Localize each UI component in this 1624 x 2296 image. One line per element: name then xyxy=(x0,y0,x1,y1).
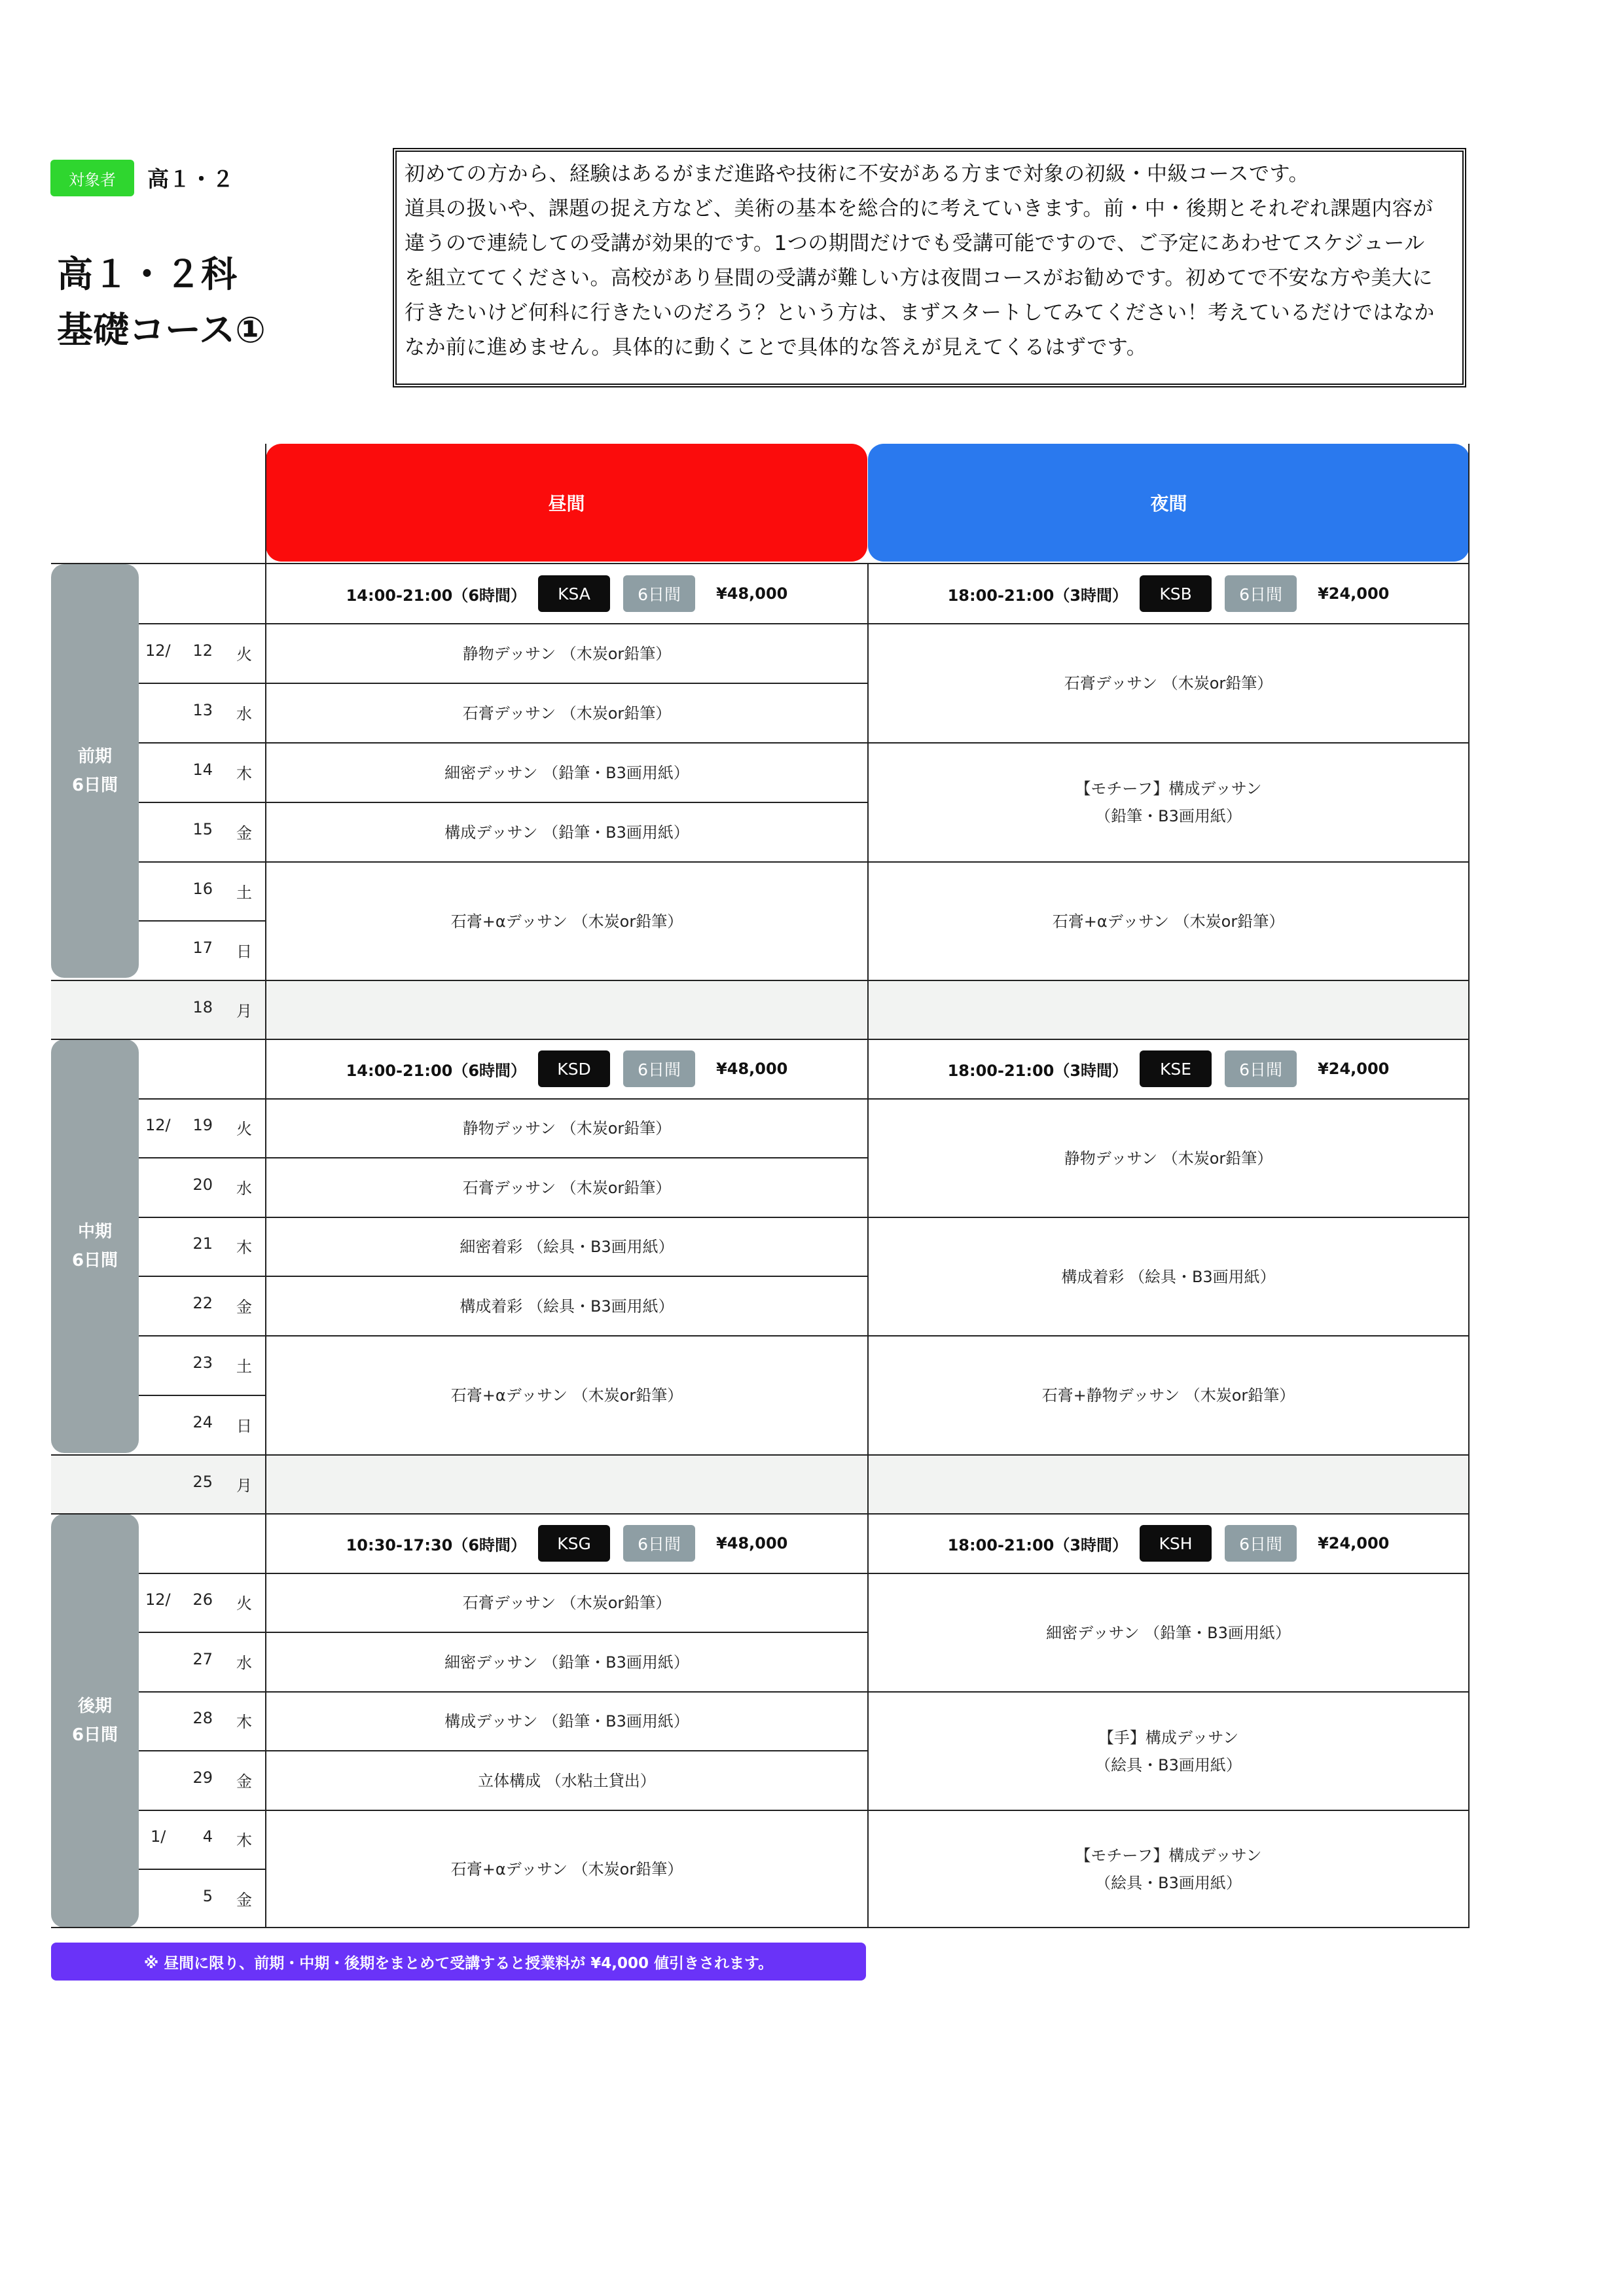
night-class-cell xyxy=(869,1336,1468,1454)
weekday: 水 xyxy=(236,1179,252,1198)
course-days: 6日間 xyxy=(1225,1050,1297,1087)
course-days: 6日間 xyxy=(623,1050,695,1087)
weekday: 金 xyxy=(236,1772,252,1791)
info-row-night xyxy=(869,1514,1468,1573)
holiday-row-shade xyxy=(51,1455,1470,1514)
target-grade: 高１・２ xyxy=(147,166,234,192)
info-row-night xyxy=(869,1039,1468,1098)
period-name: 後期 xyxy=(77,1696,112,1716)
period-duration: 6日間 xyxy=(71,776,118,795)
date-number: 12 xyxy=(192,641,213,660)
course-description-box xyxy=(393,148,1466,387)
date-number: 4 xyxy=(202,1827,213,1846)
night-class-cell xyxy=(869,1574,1468,1691)
night-class-cell xyxy=(869,1693,1468,1810)
period-label-middle xyxy=(51,1039,139,1453)
course-code: KSH xyxy=(1140,1525,1212,1562)
header-nighttime: 夜間 xyxy=(868,444,1470,562)
course-code: KSA xyxy=(538,575,610,612)
class-time: 14:00-21:00（6時間） xyxy=(346,586,527,605)
course-code: KSG xyxy=(538,1525,610,1562)
class-title: 構成着彩 （絵具・B3画用紙） xyxy=(1061,1267,1276,1286)
course-days: 6日間 xyxy=(1225,1525,1297,1562)
date-number: 22 xyxy=(192,1294,213,1312)
course-price: ¥48,000 xyxy=(716,584,788,603)
class-title: 細密デッサン （鉛筆・B3画用紙） xyxy=(1046,1623,1291,1642)
info-row-day xyxy=(266,1514,867,1573)
description-line: 行きたいけど何科に行きたいのだろう？という方は、まずスタートしてみてください！考えているだけではなか xyxy=(405,301,1435,325)
night-class-cell xyxy=(869,1100,1468,1217)
course-days: 6日間 xyxy=(623,1525,695,1562)
class-time: 18:00-21:00（3時間） xyxy=(947,1535,1128,1554)
date-number: 25 xyxy=(192,1473,213,1491)
day-class-cell: 細密着彩 （絵具・B3画用紙） xyxy=(460,1238,674,1256)
day-class-cell: 構成着彩 （絵具・B3画用紙） xyxy=(460,1297,674,1316)
night-class-cell xyxy=(869,744,1468,861)
course-price: ¥24,000 xyxy=(1318,1060,1390,1078)
period-name: 中期 xyxy=(77,1222,112,1242)
class-time: 18:00-21:00（3時間） xyxy=(947,586,1128,605)
weekday: 火 xyxy=(236,1120,252,1138)
target-badge: 対象者 xyxy=(50,160,134,196)
period-duration: 6日間 xyxy=(71,1725,118,1745)
date-number: 27 xyxy=(192,1650,213,1668)
class-time: 14:00-21:00（6時間） xyxy=(346,1061,527,1080)
date-number: 24 xyxy=(192,1413,213,1431)
description-line: 道具の扱いや、課題の捉え方など、美術の基本を総合的に考えていきます。前・中・後期とそれぞれ課題内容が xyxy=(405,197,1434,221)
night-class-cell xyxy=(869,624,1468,742)
info-row-day xyxy=(266,1039,867,1098)
description-line: なか前に進めません。具体的に動くことで具体的な答えが見えてくるはずです。 xyxy=(405,336,1147,359)
day-class-cell: 石膏デッサン （木炭or鉛筆） xyxy=(462,1594,672,1612)
course-days: 6日間 xyxy=(1225,575,1297,612)
class-time: 10:30-17:30（6時間） xyxy=(346,1535,527,1554)
class-title: 【モチーフ】構成デッサン xyxy=(1075,780,1262,798)
date-number: 16 xyxy=(192,880,213,898)
date-number: 23 xyxy=(192,1354,213,1372)
course-price: ¥24,000 xyxy=(1318,1534,1390,1552)
weekday: 木 xyxy=(236,764,252,783)
day-class-cell: 静物デッサン （木炭or鉛筆） xyxy=(462,1119,672,1138)
weekday: 日 xyxy=(236,1417,252,1435)
weekday: 木 xyxy=(236,1238,252,1257)
weekday: 水 xyxy=(236,705,252,723)
class-materials: （絵具・B3画用紙） xyxy=(1095,1873,1242,1892)
night-class-cell xyxy=(869,863,1468,980)
weekday: 月 xyxy=(236,1002,252,1020)
month-label: 1/ xyxy=(151,1827,166,1846)
weekday: 火 xyxy=(236,645,252,664)
date-number: 20 xyxy=(192,1175,213,1194)
date-number: 19 xyxy=(192,1116,213,1134)
day-class-cell: 立体構成 （水粘土貸出） xyxy=(478,1771,656,1790)
discount-note: ※ 昼間に限り、前期・中期・後期をまとめて受講すると授業料が ¥4,000 値引きされます。 xyxy=(51,1943,866,1981)
description-line: を組立ててください。高校があり昼間の受講が難しい方は夜間コースがお勧めです。初めてで不安な方や美大に xyxy=(405,266,1433,290)
info-row-night xyxy=(869,564,1468,623)
course-price: ¥48,000 xyxy=(716,1060,788,1078)
day-class-cell: 石膏デッサン （木炭or鉛筆） xyxy=(462,704,672,723)
date-number: 14 xyxy=(192,761,213,779)
weekday: 土 xyxy=(236,884,252,902)
period-name: 前期 xyxy=(77,747,112,766)
day-class-cell: 細密デッサン （鉛筆・B3画用紙） xyxy=(444,763,689,782)
weekday: 水 xyxy=(236,1654,252,1672)
date-number: 28 xyxy=(192,1709,213,1727)
day-class-cell: 構成デッサン （鉛筆・B3画用紙） xyxy=(444,1712,689,1731)
course-title-line2: 基礎コース① xyxy=(57,309,266,351)
class-materials: （鉛筆・B3画用紙） xyxy=(1095,807,1242,825)
info-row-day xyxy=(266,564,867,623)
weekday: 木 xyxy=(236,1831,252,1850)
night-class-cell xyxy=(869,1811,1468,1927)
class-title: 石膏+静物デッサン （木炭or鉛筆） xyxy=(1041,1386,1295,1405)
class-title: 石膏+αデッサン （木炭or鉛筆） xyxy=(1052,912,1285,931)
description-line: 違うので連続しての受講が効果的です。1つの期間だけでも受講可能ですので、ご予定にあわせてスケジュール xyxy=(405,232,1425,255)
course-code: KSD xyxy=(538,1050,610,1087)
weekday: 金 xyxy=(236,1891,252,1909)
weekday: 日 xyxy=(236,942,252,961)
header-daytime: 昼間 xyxy=(266,444,867,562)
course-days: 6日間 xyxy=(623,575,695,612)
date-number: 13 xyxy=(192,701,213,719)
period-label-late xyxy=(51,1514,139,1928)
course-title-line1: 高１・２科 xyxy=(57,253,238,295)
date-number: 26 xyxy=(192,1590,213,1609)
weekday: 火 xyxy=(236,1594,252,1613)
class-title: 静物デッサン （木炭or鉛筆） xyxy=(1064,1149,1273,1168)
course-price: ¥24,000 xyxy=(1318,584,1390,603)
class-materials: （絵具・B3画用紙） xyxy=(1095,1755,1242,1774)
description-line: 初めての方から、経験はあるがまだ進路や技術に不安がある方まで対象の初級・中級コースです。 xyxy=(405,162,1309,186)
day-class-cell: 石膏デッサン （木炭or鉛筆） xyxy=(462,1178,672,1197)
course-price: ¥48,000 xyxy=(716,1534,788,1552)
day-class-cell: 石膏+αデッサン （木炭or鉛筆） xyxy=(450,1859,683,1878)
weekday: 月 xyxy=(236,1477,252,1495)
weekday: 土 xyxy=(236,1357,252,1376)
day-class-cell: 静物デッサン （木炭or鉛筆） xyxy=(462,644,672,663)
weekday: 金 xyxy=(236,1298,252,1316)
date-number: 18 xyxy=(192,998,213,1016)
class-title: 石膏デッサン （木炭or鉛筆） xyxy=(1064,674,1273,692)
weekday: 金 xyxy=(236,824,252,842)
month-label: 12/ xyxy=(145,1590,171,1609)
holiday-row-shade xyxy=(51,980,1470,1039)
month-label: 12/ xyxy=(145,1116,171,1134)
day-class-cell: 構成デッサン （鉛筆・B3画用紙） xyxy=(444,823,689,842)
day-class-cell: 細密デッサン （鉛筆・B3画用紙） xyxy=(444,1653,689,1672)
date-number: 15 xyxy=(192,820,213,838)
night-class-cell xyxy=(869,1218,1468,1335)
class-title: 【手】構成デッサン xyxy=(1098,1728,1239,1747)
date-number: 5 xyxy=(202,1887,213,1905)
period-label-early xyxy=(51,564,139,978)
month-label: 12/ xyxy=(145,641,171,660)
day-class-cell: 石膏+αデッサン （木炭or鉛筆） xyxy=(450,912,683,931)
date-number: 21 xyxy=(192,1234,213,1253)
course-code: KSB xyxy=(1140,575,1212,612)
day-class-cell: 石膏+αデッサン （木炭or鉛筆） xyxy=(450,1386,683,1405)
class-time: 18:00-21:00（3時間） xyxy=(947,1061,1128,1080)
weekday: 木 xyxy=(236,1713,252,1731)
period-duration: 6日間 xyxy=(71,1251,118,1270)
date-number: 29 xyxy=(192,1768,213,1787)
course-code: KSE xyxy=(1140,1050,1212,1087)
class-title: 【モチーフ】構成デッサン xyxy=(1075,1846,1262,1865)
date-number: 17 xyxy=(192,939,213,957)
